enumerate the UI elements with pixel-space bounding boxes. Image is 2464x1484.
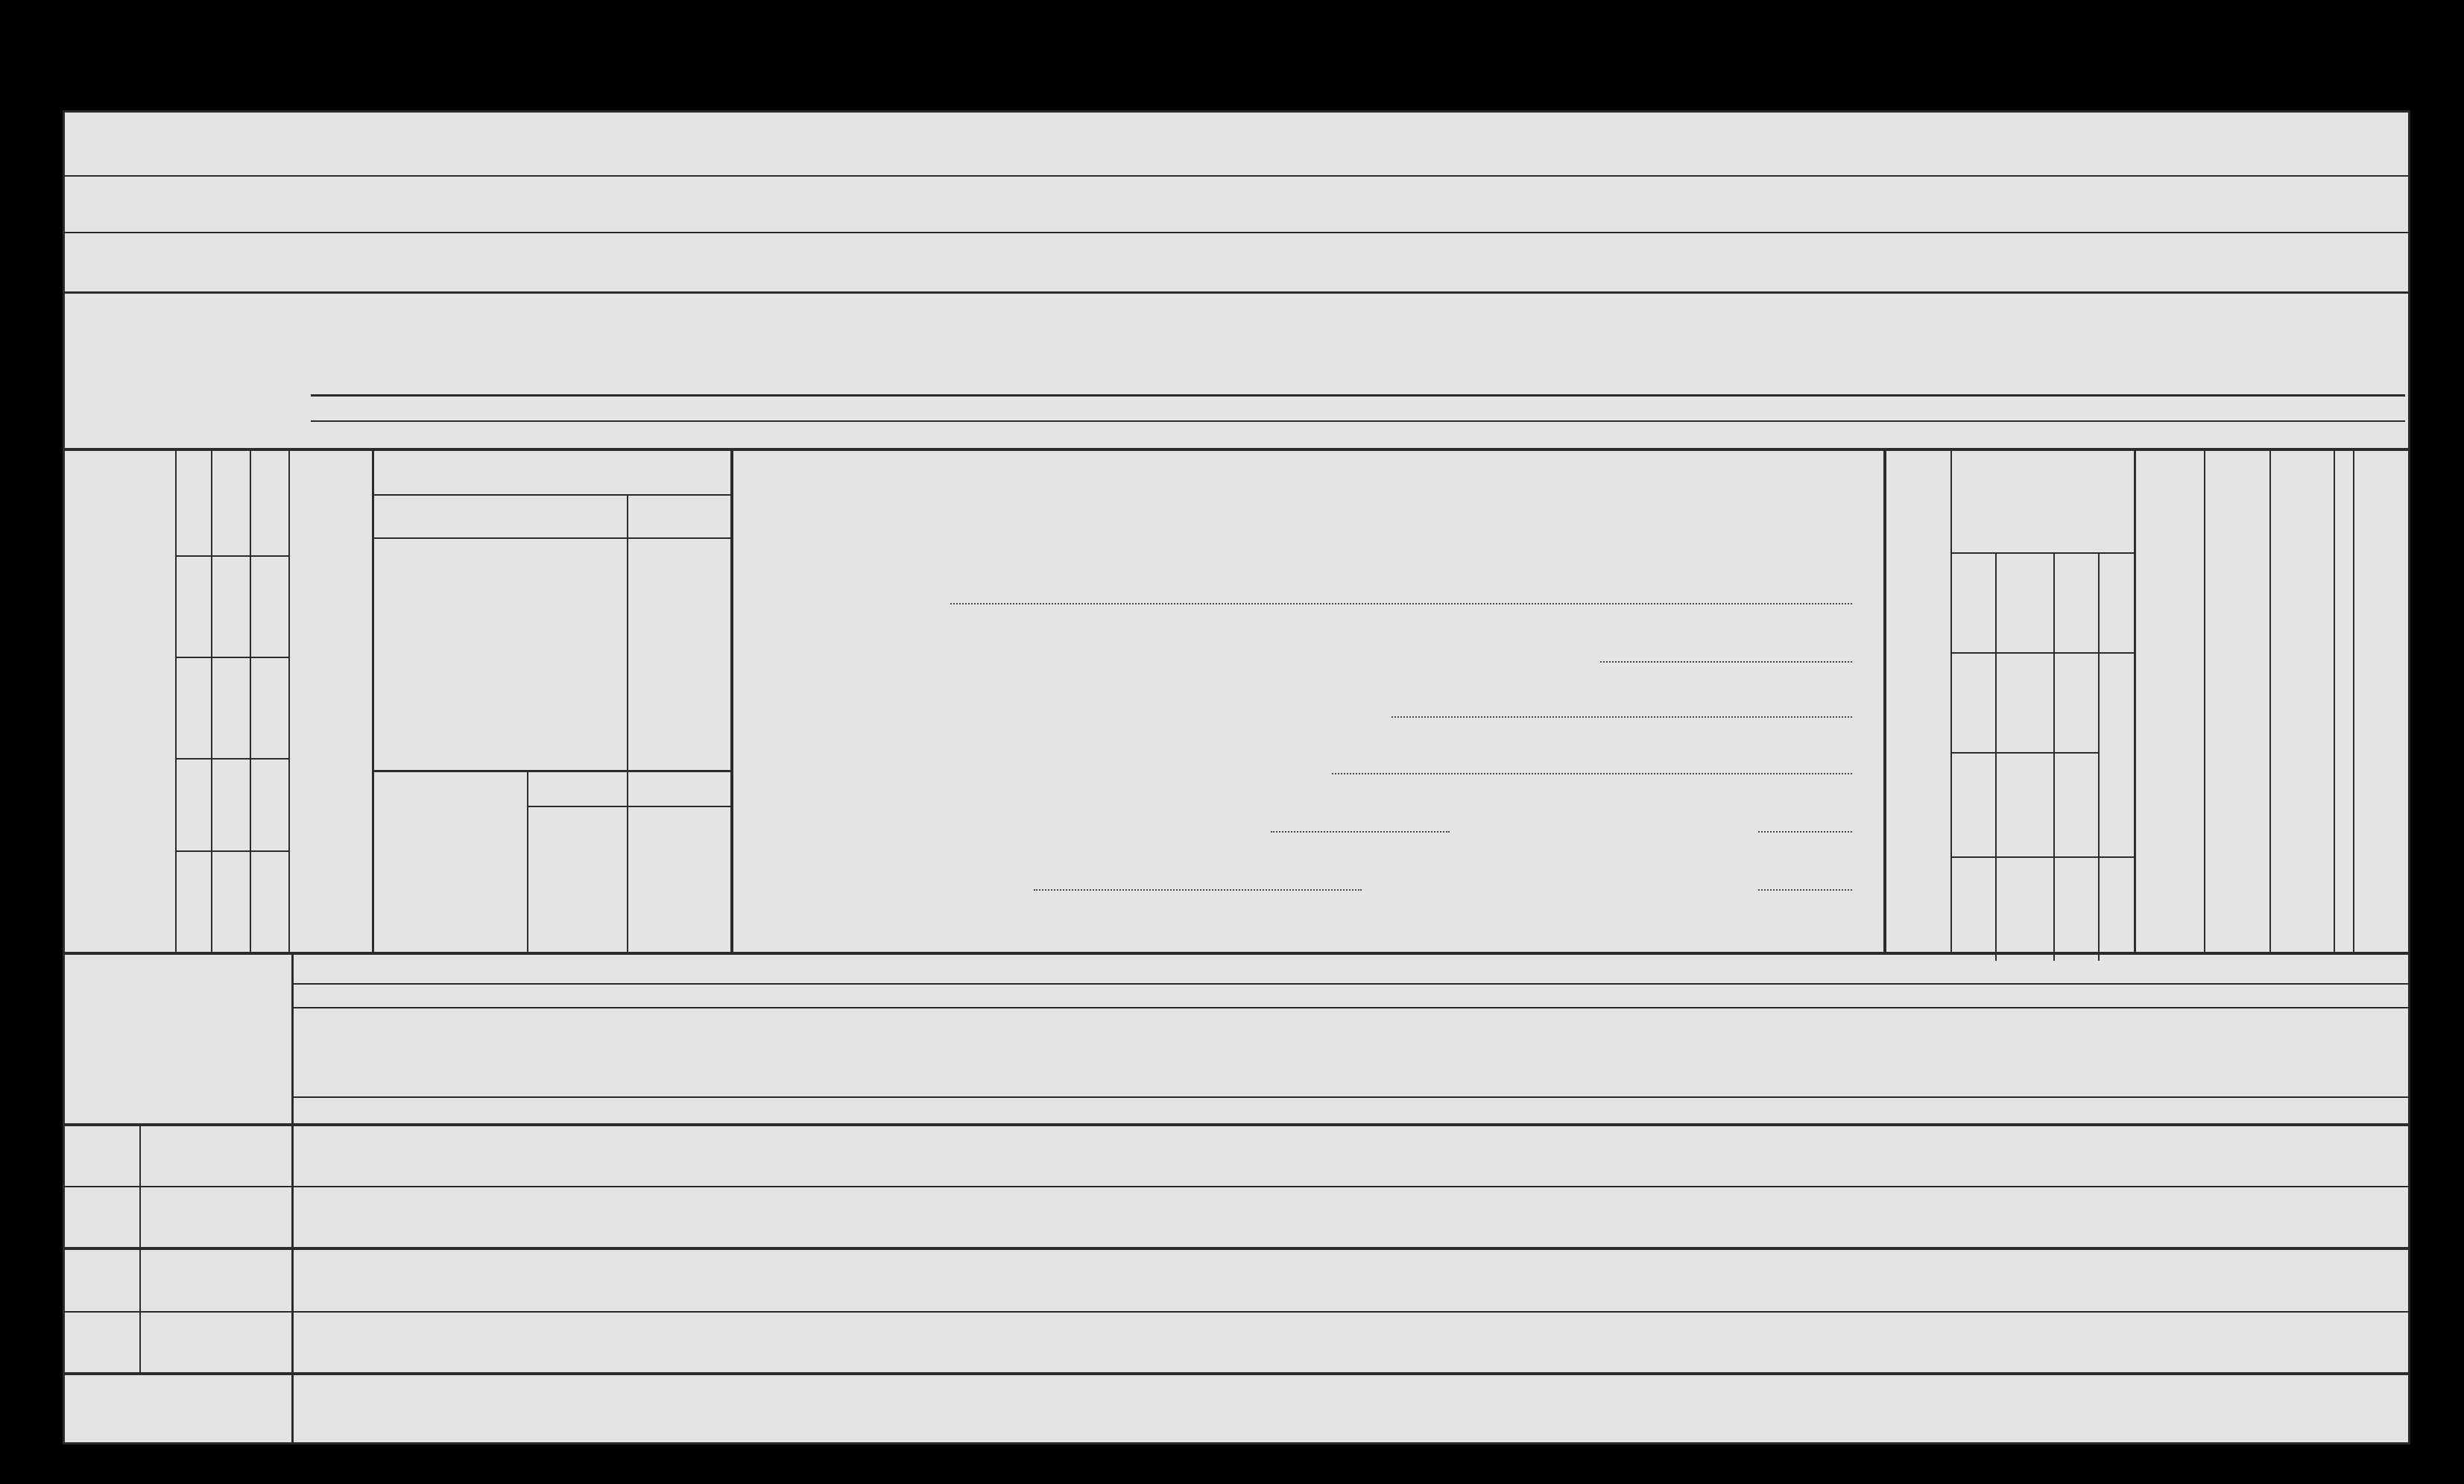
q2-dots — [1600, 661, 1852, 663]
census-card — [63, 110, 2410, 1444]
q1-dots — [950, 603, 1852, 604]
q3-dots — [1391, 716, 1852, 718]
q5a-dots — [1271, 831, 1450, 833]
population-title — [1991, 467, 2014, 914]
workers-title — [434, 489, 456, 906]
q4-dots — [1332, 773, 1852, 774]
group-vne — [76, 1225, 128, 1426]
q6a-dots — [1034, 889, 1362, 891]
q6b-dots — [1758, 889, 1852, 891]
q5b-dots — [1758, 831, 1852, 833]
